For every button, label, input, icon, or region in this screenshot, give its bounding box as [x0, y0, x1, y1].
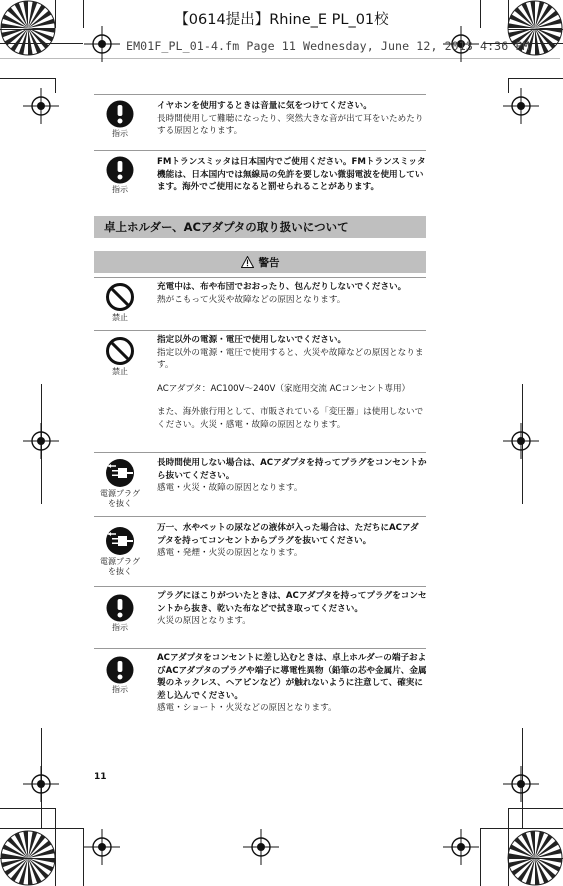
- caution-body: 指定以外の電源・電圧で使用すると、火災や故障などの原因となります。: [157, 347, 424, 371]
- registration-crosshair: [23, 88, 59, 124]
- icon-label: 禁止: [112, 367, 128, 376]
- caution-item-icon: [102, 156, 138, 195]
- instruction-icon: [106, 656, 134, 684]
- trim-line: [0, 828, 83, 829]
- caution-body: 感電・ショート・火災などの原因となります。: [157, 703, 337, 714]
- caution-item: [157, 100, 427, 138]
- file-meta: EM01F_PL_01-4.fm Page 11 Wednesday, June 12, 2013 4:36 PM: [126, 39, 530, 53]
- caution-heading: 指定以外の電源・電圧で使用しないでください。: [157, 335, 347, 345]
- icon-label: 禁止: [112, 313, 128, 322]
- caution-body: 熱がこもって火災や故障などの原因となります。: [157, 294, 346, 305]
- separator: [94, 277, 426, 278]
- separator: [94, 586, 426, 587]
- separator: [94, 94, 426, 95]
- caution-item: [157, 457, 427, 495]
- registration-crosshair: [243, 829, 279, 865]
- caution-item: [157, 156, 427, 194]
- registration-starburst: [0, 830, 56, 886]
- icon-label: 電源プラグを抜く: [100, 489, 140, 508]
- registration-crosshair: [84, 829, 120, 865]
- registration-starburst: [507, 830, 563, 886]
- trim-line: [0, 808, 55, 809]
- caution-item: [157, 281, 427, 306]
- separator: [94, 330, 426, 331]
- icon-label: 電源プラグを抜く: [100, 557, 140, 576]
- page-number: 11: [94, 772, 107, 782]
- trim-line: [480, 828, 481, 886]
- caution-heading: ACアダプタをコンセントに差し込むときは、卓上ホルダーの端子およびACアダプタのプラグや端子に導電性異物（鉛筆の芯や金属片、金属製のネックレス、ヘアピンなど）が触れないように注意して、確実に差し込んでください。: [157, 653, 427, 701]
- instruction-icon: [106, 156, 134, 184]
- separator: [94, 452, 426, 453]
- caution-item: [157, 652, 427, 715]
- caution-body: 長時間使用して難聴になったり、突然大きな音が出て耳をいためたりする原因となります。: [157, 113, 424, 137]
- icon-label: 指示: [112, 623, 128, 632]
- separator: [94, 648, 426, 649]
- caution-heading: プラグにほこりがついたときは、ACアダプタを持ってプラグをコンセントから抜き、乾いた布などで拭き取ってください。: [157, 591, 427, 614]
- caution-heading: イヤホンを使用するときは音量に気をつけてください。: [157, 101, 372, 111]
- trim-line: [0, 78, 55, 79]
- icon-label: 指示: [112, 685, 128, 694]
- registration-crosshair: [503, 423, 539, 459]
- trim-line: [480, 828, 563, 829]
- separator: [94, 150, 426, 151]
- caution-item-icon: [98, 458, 142, 509]
- registration-crosshair: [84, 26, 120, 62]
- registration-crosshair: [23, 423, 59, 459]
- registration-crosshair: [443, 829, 479, 865]
- caution-note: ACアダプタ：AC100V～240V（家庭用交流 ACコンセント専用）: [157, 383, 411, 394]
- caution-item-icon: [102, 100, 138, 139]
- icon-label: 指示: [112, 129, 128, 138]
- caution-item: [157, 590, 427, 628]
- caution-item: [157, 522, 427, 560]
- caution-heading: 万一、水やペットの尿などの液体が入った場合は、ただちにACアダプタを持ってコンセントからプラグを抜いてください。: [157, 523, 419, 546]
- caution-note: また、海外旅行用として、市販されている「変圧器」は使用しないでください。火災・感電・故障の原因となります。: [157, 407, 424, 430]
- registration-crosshair: [503, 766, 539, 802]
- caution-heading: 長時間使用しない場合は、ACアダプタを持ってプラグをコンセントから抜いてください。: [157, 458, 427, 481]
- instruction-icon: [106, 594, 134, 622]
- warning-label: 警告: [258, 256, 280, 269]
- section-title: 卓上ホルダー、ACアダプタの取り扱いについて: [94, 216, 426, 238]
- caution-heading: 充電中は、布や布団でおおったり、包んだりしないでください。: [157, 282, 407, 292]
- caution-item-icon: [102, 594, 138, 633]
- caution-item: [157, 334, 427, 432]
- icon-label: 指示: [112, 185, 128, 194]
- registration-crosshair: [503, 88, 539, 124]
- prohibition-icon: [105, 336, 135, 366]
- registration-crosshair: [23, 766, 59, 802]
- instruction-icon: [106, 100, 134, 128]
- caution-item-icon: [98, 526, 142, 577]
- prohibition-icon: [105, 282, 135, 312]
- caution-body: 感電・火災・故障の原因となります。: [157, 483, 303, 494]
- caution-item-icon: [102, 282, 138, 323]
- caution-item-icon: [102, 656, 138, 695]
- unplug-icon: [105, 458, 135, 488]
- warning-bar: [94, 251, 426, 273]
- caution-body: 感電・発煙・火災の原因となります。: [157, 548, 303, 559]
- caution-item-icon: [102, 336, 138, 377]
- caution-heading: FMトランスミッタは日本国内でご使用ください。FMトランスミッタ機能は、日本国内では無線局の免許を要しない微弱電波を使用しています。海外でご使用になると罰せられることがあります。: [157, 157, 426, 193]
- trim-line: [508, 808, 563, 809]
- file-title: 【0614提出】Rhine_E PL_01校: [174, 12, 389, 28]
- unplug-icon: [105, 526, 135, 556]
- trim-line: [508, 78, 563, 79]
- caution-body: 火災の原因となります。: [157, 616, 251, 627]
- separator: [94, 516, 426, 517]
- warning-triangle-icon: [241, 256, 254, 268]
